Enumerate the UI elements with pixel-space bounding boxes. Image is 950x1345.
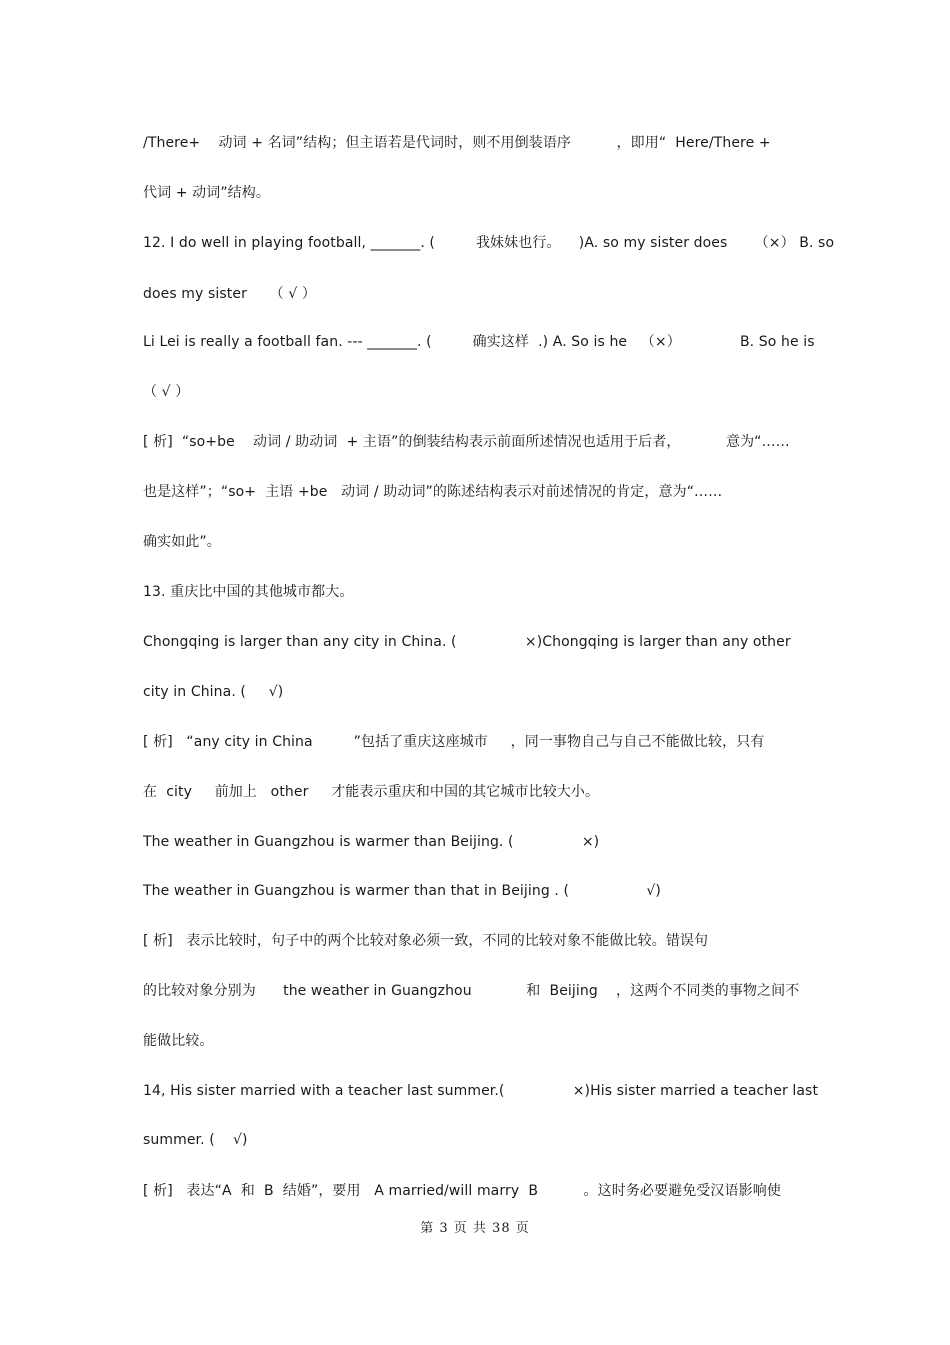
text-line: city in China. ( √) <box>143 684 284 700</box>
analysis-line: [ 析] “any city in China ”包括了重庆这座城市 ，同一事物自己与自己不能做比较，只有 <box>143 734 765 750</box>
analysis-line: [ 析] 表达“A 和 B 结婚”，要用 A married/will marry B 。这时务必要避免受汉语影响使 <box>143 1183 781 1199</box>
analysis-line: [ 析] “so+be 动词 / 助动词 + 主语”的倒装结构表示前面所述情况也适用于后者， 意为“…… <box>143 434 790 450</box>
text-line: /There+ 动词 + 名词”结构；但主语若是代词时，则不用倒装语序 ，即用“ Here/There + <box>143 135 771 151</box>
text-line: The weather in Guangzhou is warmer than that in Beijing . ( √) <box>143 883 661 899</box>
text-line: does my sister （ √ ） <box>143 286 316 302</box>
text-line: summer. ( √) <box>143 1132 248 1148</box>
analysis-line: 能做比较。 <box>143 1033 214 1049</box>
analysis-line: 的比较对象分别为 the weather in Guangzhou 和 Beijing ，这两个不同类的事物之间不 <box>143 983 800 999</box>
text-line: Li Lei is really a football fan. --- _______. ( 确实这样 .) A. So is he （×） B. So he is <box>143 334 815 350</box>
text-line: 代词 + 动词”结构。 <box>143 185 270 201</box>
analysis-line: 也是这样”；“so+ 主语 +be 动词 / 助动词”的陈述结构表示对前述情况的肯定，意为“…… <box>143 484 723 500</box>
text-line: （ √ ） <box>143 384 190 400</box>
text-line: Chongqing is larger than any city in China. ( ×)Chongqing is larger than any other <box>143 634 791 650</box>
analysis-line: [ 析] 表示比较时，句子中的两个比较对象必须一致，不同的比较对象不能做比较。错误句 <box>143 933 709 949</box>
analysis-line: 在 city 前加上 other 才能表示重庆和中国的其它城市比较大小。 <box>143 784 600 800</box>
text-line: 12. I do well in playing football, _______. ( 我妹妹也行。 )A. so my sister does （×） B. so <box>143 235 835 251</box>
text-line: The weather in Guangzhou is warmer than Beijing. ( ×) <box>143 834 600 850</box>
page-number-footer: 第 3 页 共 38 页 <box>420 1221 530 1236</box>
question-line: 13. 重庆比中国的其他城市都大。 <box>143 584 354 600</box>
analysis-line: 确实如此”。 <box>143 534 221 550</box>
question-line: 14, His sister married with a teacher last summer.( ×)His sister married a teacher last <box>143 1083 819 1099</box>
